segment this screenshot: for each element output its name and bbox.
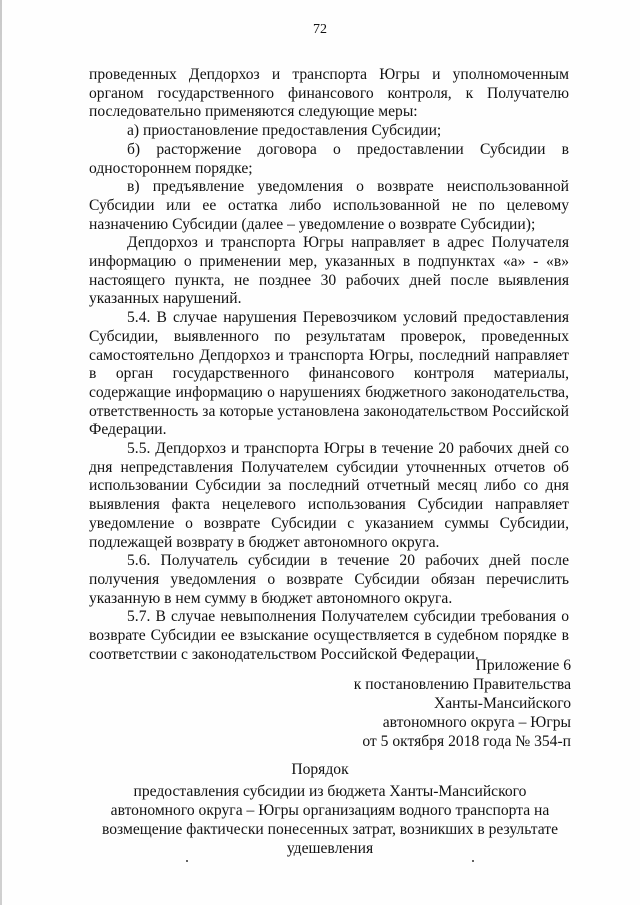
paragraph-continuation: проведенных Депдорхоз и транспорта Югры и уполномоченным органом государственного финансового контроля, к Получателю последовательно применяются следующие меры:	[89, 66, 569, 121]
clause-5-7: 5.7. В случае невыполнения Получателем субсидии требования о возврате Субсидии ее взыскание осуществляется в судебном порядке в соответствии с законодательством Российской Федерации.	[89, 608, 569, 663]
appendix-ref-line: Ханты-Мансийского	[433, 695, 571, 712]
clause-5-5: 5.5. Депдорхоз и транспорта Югры в течение 20 рабочих дней со дня непредставления Получателем субсидии уточненных отчетов об использовании Субсидии за последний отчетный месяц либо со дня выявления факта нецелевого использования Субсидии направляет уведомление о возврате Субсидии с указанием суммы Субсидии, подлежащей возврату в бюджет автономного округа.	[89, 440, 569, 551]
page-number: 72	[313, 22, 327, 37]
clause-5-6: 5.6. Получатель субсидии в течение 20 рабочих дней после получения уведомления о возврате Субсидии обязан перечислить указанную в нем сумму в бюджет автономного округа.	[89, 552, 569, 607]
scan-speck	[186, 860, 188, 862]
clause-5-4: 5.4. В случае нарушения Перевозчиком условий предоставления Субсидии, выявленного по результатам проверок, проведенных самостоятельно Депдорхоз и транспорта Югры, последний направляет в орган государственного финансового контроля материалы, содержащие информацию о нарушениях бюджетного законодательства, ответственность за которые установлена законодательством Российской Федерации.	[89, 309, 569, 439]
body-text	[89, 66, 569, 665]
scan-speck	[472, 860, 474, 862]
appendix-header	[300, 656, 571, 751]
order-title: Порядок	[291, 761, 349, 778]
order-subtitle: предоставления субсидии из бюджета Ханты-Мансийского автономного округа – Югры организациям водного транспорта на возмещение фактически понесенных затрат, возникших в результате удешевления	[102, 783, 558, 857]
measure-b: б) расторжение договора о предоставлении Субсидии в одностороннем порядке;	[89, 140, 569, 177]
appendix-ref-line: к постановлению Правительства	[353, 676, 571, 693]
notification-paragraph: Депдорхоз и транспорта Югры направляет в адрес Получателя информацию о применении мер, указанных в подпунктах «а» - «в» настоящего пункта, не позднее 30 рабочих дней после выявления указанных нарушений.	[89, 234, 569, 308]
appendix-number: Приложение 6	[475, 657, 571, 674]
appendix-date-line: от 5 октября 2018 года № 354-п	[362, 733, 571, 750]
measure-c: в) предъявление уведомления о возврате неиспользованной Субсидии или ее остатка либо использованной не по целевому назначению Субсидии (далее – уведомление о возврате Субсидии);	[89, 178, 569, 233]
appendix-ref-line: автономного округа – Югры	[382, 714, 571, 731]
measure-a: а) приостановление предоставления Субсидии;	[127, 122, 442, 140]
